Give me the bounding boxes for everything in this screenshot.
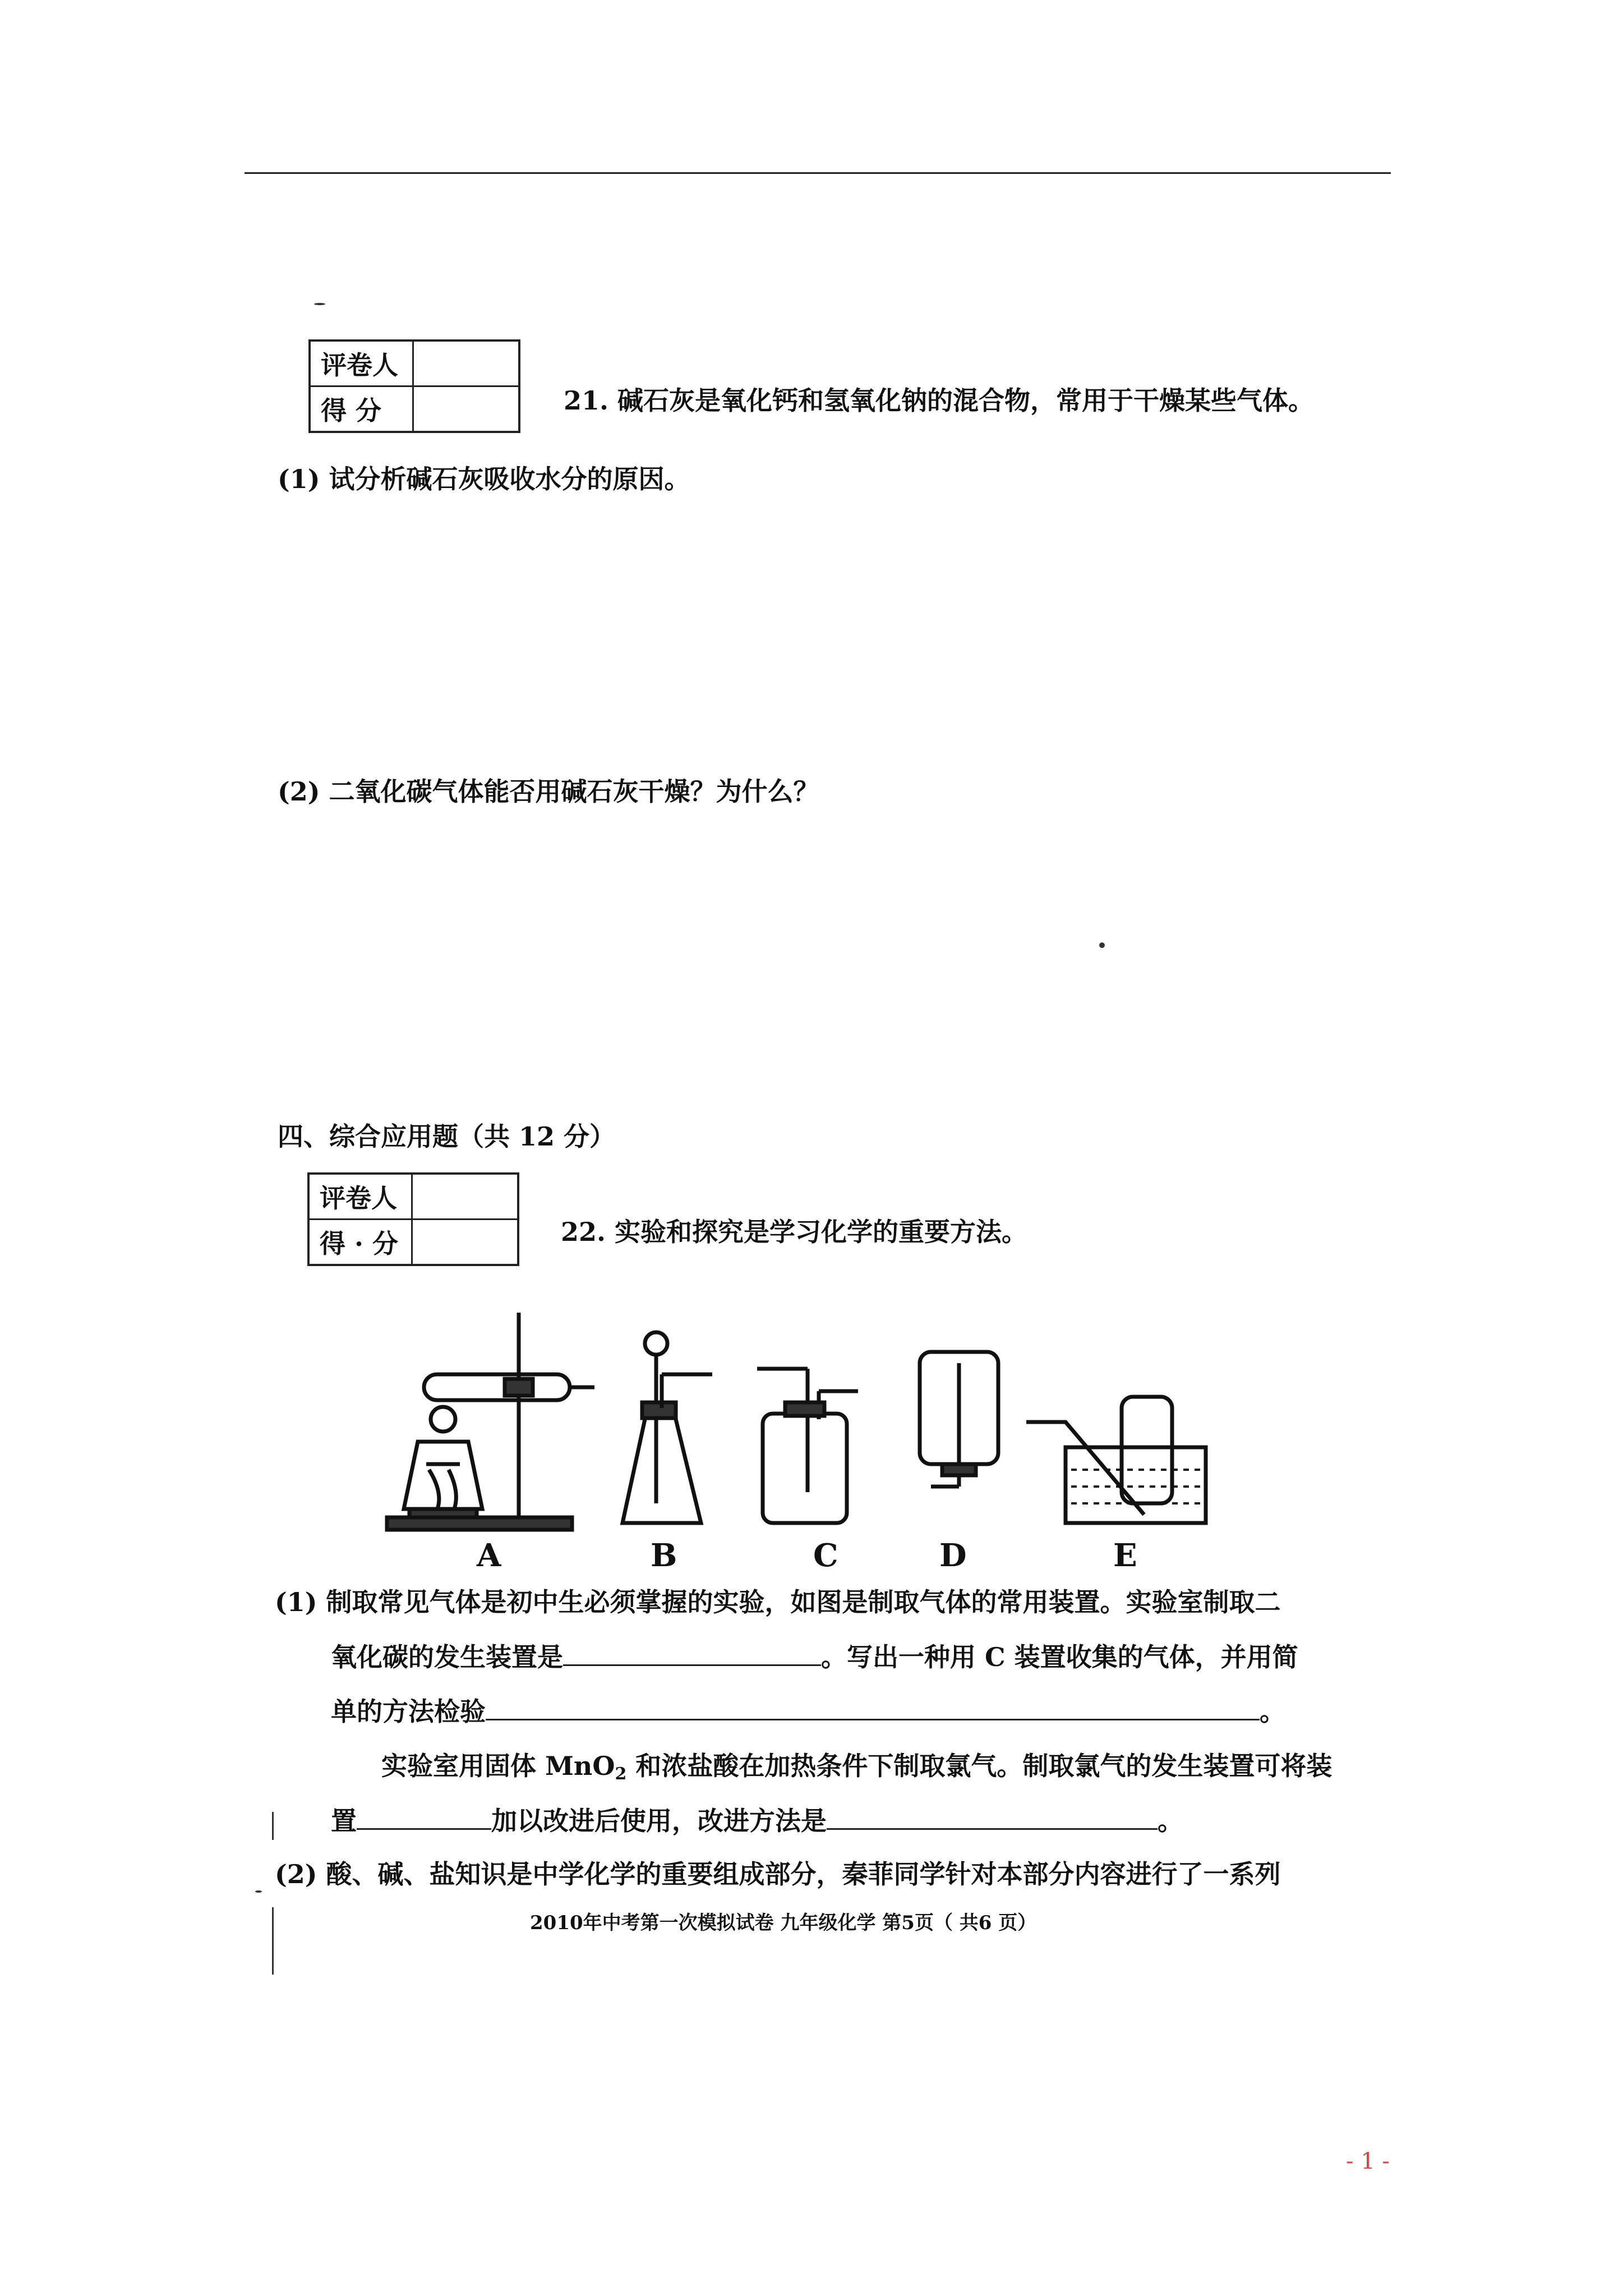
q21-part1: (1) 试分析碱石灰吸收水分的原因。 <box>278 464 690 494</box>
apparatus-b <box>623 1332 712 1523</box>
q22-p1-line2 <box>331 1637 1298 1674</box>
text: 。 <box>1260 1696 1285 1727</box>
answer-blank-improvement[interactable] <box>827 1803 1158 1830</box>
reviewer-label: 评卷人 <box>310 341 413 386</box>
scan-speck <box>272 1907 274 1975</box>
reviewer-cell[interactable] <box>412 1174 519 1220</box>
score-box-q22 <box>307 1172 519 1266</box>
label-b: B <box>651 1537 677 1574</box>
label-c: C <box>813 1537 838 1574</box>
text: 。写出一种用 C 装置收集的气体，并用简 <box>821 1642 1298 1672</box>
text: 。 <box>1158 1806 1183 1836</box>
scan-speck <box>314 303 325 305</box>
score-cell[interactable] <box>413 386 520 432</box>
header-rule <box>245 172 1391 174</box>
page-number: - 1 - <box>1346 2148 1390 2174</box>
lab-apparatus-figure <box>370 1301 1245 1537</box>
text: 加以改进后使用，改进方法是 <box>491 1806 827 1836</box>
answer-blank-gas-test[interactable] <box>486 1694 1260 1720</box>
label-e: E <box>1113 1537 1137 1574</box>
q22-p1-line4 <box>381 1746 1332 1784</box>
apparatus-a <box>387 1313 594 1530</box>
score-label: 得 · 分 <box>308 1220 412 1266</box>
subscript: 2 <box>615 1764 627 1784</box>
answer-blank-generator[interactable] <box>563 1640 821 1666</box>
reviewer-label: 评卷人 <box>308 1174 412 1220</box>
q22-p1-line1: (1) 制取常见气体是初中生必须掌握的实验，如图是制取气体的常用装置。实验室制取二 <box>275 1587 1281 1617</box>
scan-speck <box>272 1812 274 1840</box>
q22-p2-line1: (2) 酸、碱、盐知识是中学化学的重要组成部分，秦菲同学针对本部分内容进行了一系列 <box>275 1859 1281 1889</box>
apparatus-d <box>920 1352 998 1487</box>
label-a: A <box>477 1537 501 1574</box>
apparatus-e <box>1026 1397 1206 1523</box>
q21-stem: 21. 碱石灰是氧化钙和氢氧化钠的混合物，常用于干燥某些气体。 <box>564 385 1315 416</box>
q22-p1-line5 <box>331 1801 1183 1838</box>
score-box-q21 <box>308 339 520 433</box>
score-label: 得 分 <box>310 386 413 432</box>
q22-stem: 22. 实验和探究是学习化学的重要方法。 <box>561 1217 1028 1247</box>
q22-p1-line3 <box>331 1691 1285 1728</box>
apparatus-c <box>757 1369 858 1523</box>
label-d: D <box>939 1537 967 1574</box>
text: 和浓盐酸在加热条件下制取氯气。制取氯气的发生装置可将装 <box>626 1751 1332 1781</box>
q21-part2: (2) 二氧化碳气体能否用碱石灰干燥？为什么？ <box>278 776 819 807</box>
score-cell[interactable] <box>412 1220 519 1266</box>
page-footer: 2010年中考第一次模拟试卷 九年级化学 第5页（ 共6 页） <box>530 1912 1037 1934</box>
reviewer-cell[interactable] <box>413 341 520 386</box>
answer-blank-device[interactable] <box>357 1803 491 1830</box>
section-4-title: 四、综合应用题（共 12 分） <box>278 1121 616 1152</box>
scan-speck <box>1099 942 1105 948</box>
text: 实验室用固体 MnO <box>381 1751 615 1781</box>
text: 置 <box>331 1806 357 1836</box>
text: 单的方法检验 <box>331 1696 486 1727</box>
scan-speck <box>255 1890 262 1893</box>
text: 氧化碳的发生装置是 <box>331 1642 563 1672</box>
